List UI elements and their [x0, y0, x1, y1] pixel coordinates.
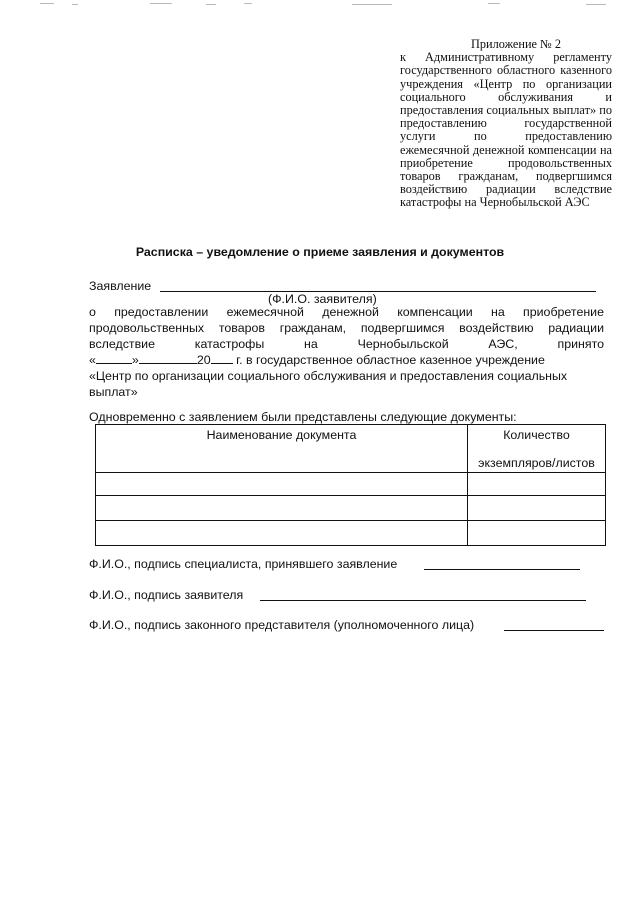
appendix-title: Приложение № 2: [470, 37, 562, 51]
representative-signature-label: Ф.И.О., подпись законного представителя (уполномоченного лица): [89, 618, 475, 632]
month-blank[interactable]: [139, 352, 197, 364]
doc-qty-cell[interactable]: [468, 521, 606, 546]
year-blank[interactable]: [211, 352, 233, 364]
para-line-3: вследствие катастрофы на Чернобыльской АЭС, принято: [89, 336, 604, 351]
table-row: [96, 496, 606, 521]
para-line-6: выплат»: [89, 384, 138, 399]
col-header-quantity-line2: экземпляров/листов: [478, 456, 595, 470]
representative-signature-line[interactable]: [504, 630, 604, 631]
appendix-block: [400, 38, 612, 210]
date-close-quote: »: [131, 353, 139, 368]
documents-intro: Одновременно с заявлением были представлены следующие документы:: [89, 410, 517, 424]
date-open-quote: «: [89, 353, 96, 368]
doc-name-cell[interactable]: [96, 521, 468, 546]
para-line-5: «Центр по организации социального обслуживания и предоставления социальных: [89, 369, 568, 384]
day-blank[interactable]: [96, 352, 132, 364]
scan-noise-marks: [0, 0, 640, 14]
document-heading: Расписка – уведомление о приеме заявления и документов: [135, 245, 505, 259]
appendix-text: к Административному регламенту государственного областного казенного учреждения «Центр по организации социального обслуживания и предоставления социальных выплат» по предоставлению государственной услуги по предоставлению ежемесячной денежной компенсации на приобретение продовольственных товаров гражданам, подвергшимся воздействию радиации вследствие катастрофы на Чернобыльской АЭС: [400, 50, 612, 210]
col-header-quantity: [468, 425, 606, 473]
doc-name-cell[interactable]: [96, 496, 468, 521]
applicant-name-line[interactable]: [160, 291, 596, 292]
doc-qty-cell[interactable]: [468, 496, 606, 521]
table-row: [96, 473, 606, 496]
year-prefix: 20: [196, 353, 211, 368]
table-row: [96, 521, 606, 546]
applicant-name-hint: (Ф.И.О. заявителя): [268, 292, 377, 306]
application-paragraph: [89, 305, 604, 401]
doc-qty-cell[interactable]: [468, 473, 606, 496]
application-label: Заявление: [89, 279, 152, 293]
documents-table: [95, 424, 606, 546]
date-line: [89, 352, 604, 369]
col-header-name: Наименование документа: [96, 425, 468, 473]
table-header-row: [96, 425, 606, 473]
col-header-quantity-line1: Количество: [503, 428, 570, 442]
date-suffix: г. в государственное областное казенное учреждение: [236, 353, 545, 368]
applicant-signature-line[interactable]: [260, 600, 586, 601]
specialist-signature-line[interactable]: [424, 569, 580, 570]
para-line-1: о предоставлении ежемесячной денежной компенсации на приобретение: [89, 305, 604, 319]
specialist-signature-label: Ф.И.О., подпись специалиста, принявшего заявление: [89, 557, 398, 571]
applicant-signature-label: Ф.И.О., подпись заявителя: [89, 588, 244, 602]
doc-name-cell[interactable]: [96, 473, 468, 496]
para-line-2: продовольственных товаров гражданам, подвергшимся воздействию радиации: [89, 320, 604, 335]
